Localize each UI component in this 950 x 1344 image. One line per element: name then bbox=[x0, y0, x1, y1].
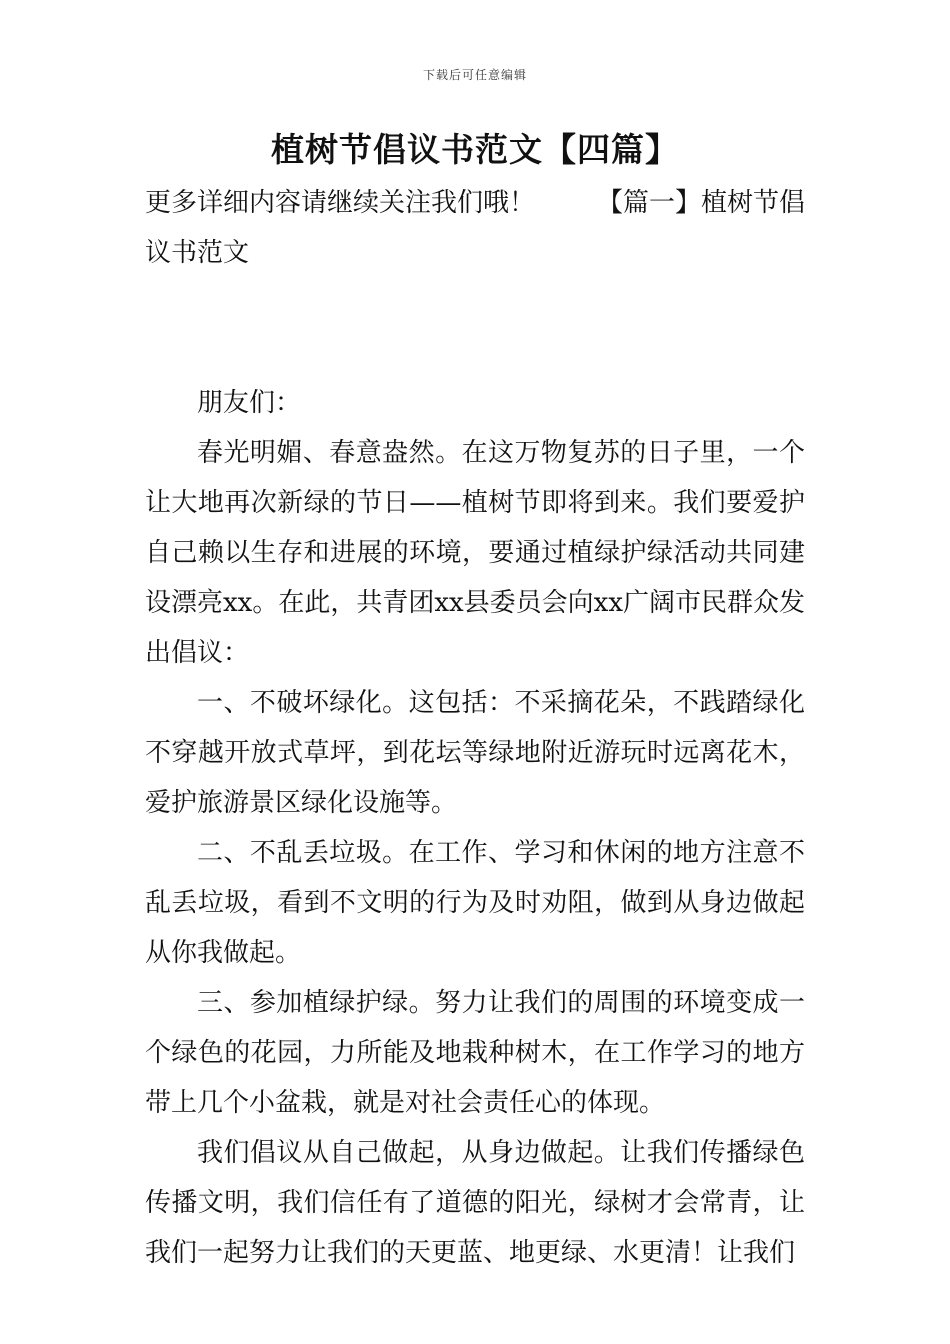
document-body bbox=[145, 178, 805, 1278]
salutation: 朋友们： bbox=[197, 388, 302, 418]
blank-gap bbox=[145, 278, 805, 378]
header-note: 下载后可任意编辑 bbox=[422, 68, 527, 82]
section-heading: 【篇一】植树节倡 bbox=[596, 188, 805, 218]
paragraph: 春光明媚、春意盎然。在这万物复苏的日子里，一个让大地再次新绿的节日——植树节即将到来。我们要爱护自己赖以生存和进展的环境，要通过植绿护绿活动共同建设漂亮xx。在此，共青团xx县委员会向xx广阔市民群众发出倡议： bbox=[145, 438, 805, 668]
document-title: 植树节倡议书范文【四篇】 bbox=[271, 130, 679, 169]
paragraph: 一、不破坏绿化。这包括：不采摘花朵，不践踏绿化不穿越开放式草坪，到花坛等绿地附近游玩时远离花木，爱护旅游景区绿化设施等。 bbox=[145, 688, 805, 818]
intro-line bbox=[145, 178, 805, 228]
paragraph: 三、参加植绿护绿。努力让我们的周围的环境变成一个绿色的花园，力所能及地栽种树木，在工作学习的地方带上几个小盆栽，就是对社会责任心的体现。 bbox=[145, 988, 805, 1118]
intro-text: 更多详细内容请继续关注我们哦！ bbox=[145, 188, 536, 218]
paragraph: 二、不乱丢垃圾。在工作、学习和休闲的地方注意不乱丢垃圾，看到不文明的行为及时劝阻，做到从身边做起从你我做起。 bbox=[145, 838, 805, 968]
section-heading-continued: 议书范文 bbox=[145, 238, 250, 268]
paragraph: 我们倡议从自己做起，从身边做起。让我们传播绿色传播文明，我们信任有了道德的阳光，绿树才会常青，让我们一起努力让我们的天更蓝、地更绿、水更清！让我们 bbox=[145, 1138, 805, 1268]
